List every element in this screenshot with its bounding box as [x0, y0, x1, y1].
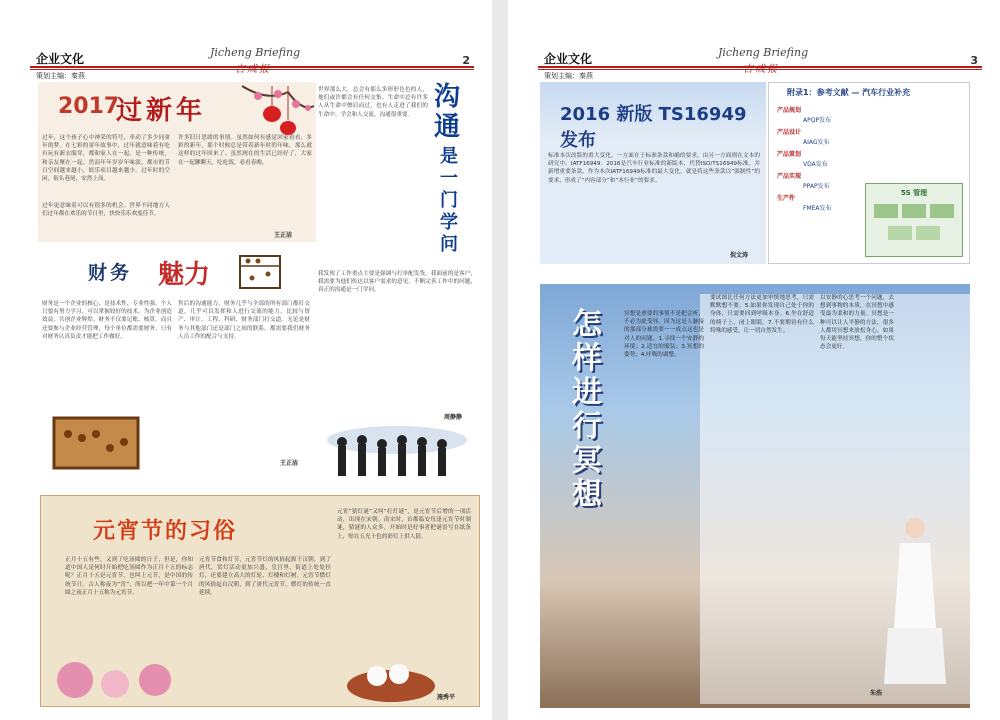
meditating-woman-icon — [880, 488, 950, 688]
communication-col1: 世界那么大，总会有那么多形形色色的人，他们或许都会有任何交集。生命中总有许多人从生命中擦肩而过，也有人走进了我们的生命中。学会和人交流，沟通很重要。 — [318, 87, 428, 118]
meditation-col2: 要试图比任何方法更加审慎地思考，只需默默想不要。5.如果你发现自己处于你的身体，只需要回到呼吸本身。6.坐在舒适的椅子上，闭上眼睛。7.不要期待有什么特殊的感受，让一切自然发生。 — [710, 295, 814, 334]
abacus-icon — [238, 254, 282, 290]
header-rule — [538, 66, 982, 68]
lantern-col1: 正月十五有些，又到了吃汤圆的日子，但是，你知道中国人是何时开始把吃汤圆作为正月十五的标志呢？正月十五是元宵节，也叫上元节，是中国的传统节日。古人称夜为“宵”，所以把一年中第一个月圆之夜正月十五称为元宵节。 — [65, 557, 193, 596]
meditation-title: 怎样进行冥想 — [572, 307, 602, 512]
communication-title-sub: 是一门学问 — [440, 146, 458, 255]
page-header — [538, 46, 982, 80]
page-gutter — [492, 0, 508, 720]
5s-diagram-icon — [872, 202, 956, 250]
left-page — [0, 0, 492, 720]
appendix-sub: AIAG发布 — [803, 139, 830, 146]
ts16949-body: 标准本次改版的重大变化，一方面在于标准条款和确的要求，由另一方面则在文本的研究中。IATF16949：2016是汽车行业标准的新版本，代替ISO/TS16949标准，并新增重要条款。作为本次IATF16949标准的最大变化，就是将这些条款以“强制性”的要求，形成了“内容部分”和“本行业”的要求。 — [548, 153, 760, 184]
finance-title-2: 魅力 — [158, 260, 211, 290]
lantern-festival-title: 元宵节的习俗 — [93, 519, 238, 544]
newyear-col1b: 过年更意味着可以有很多的机会。世界不同地方人们过年都在欢乐的节日里，快快乐乐欢度佳节。 — [42, 203, 170, 218]
appendix-item: 产品策划 — [777, 151, 802, 158]
ts16949-article — [540, 82, 766, 264]
appendix-item: 产品实现 — [777, 173, 802, 180]
lantern-col3: 元宵“猜灯谜”又叫“打灯谜”，是元宵节后增的一项活动，出现在宋朝。南宋时，首都临安每逢元宵节时制谜，猜谜的人众多。开始时是好事者把谜语写在纸条上，贴在五光十色的彩灯上供人猜。 — [337, 509, 471, 540]
newyear-col1: 过年，这个孩子心中神采的符号，牵动了多少同童年的梦。在七彩的童年故事中，过年就意味着有吃有玩有新衣服穿，都和家人在一起，是一种传统，和亲友聚在一起。然而年年岁岁年味淡，都市的节日空间越来越小，娱乐项目越来越少。过年时的空闲，街头巷尾，安然上岗。 — [42, 135, 170, 183]
lantern-author: 施秀平 — [437, 694, 456, 701]
communication-col2: 我发现了工作重点主要是强调与打单配发货。我面前的是客户，我需要为他们传达以客户需求的意见，不断完善工作中的问题，真正的沟通是一门学问。 — [318, 271, 476, 294]
lantern-festival-article — [40, 495, 480, 707]
meditation-col3: 以安静的心思考一个问题，去想到事物的本质，在冥想中感受最为柔和的力量。冥想是一种可以让人平静的方法，很多人都用冥想来放松身心，如果每天能坚持冥想，你的整个状态会更好。 — [820, 295, 894, 351]
appendix-sub: PPAP发布 — [803, 183, 830, 190]
finance-title: 财务 — [88, 262, 133, 284]
editor-credit: 策划主编：秦燕 — [544, 72, 593, 80]
tangyuan-bowl-icon — [341, 646, 441, 704]
brand-name: Jicheng Briefing — [718, 46, 809, 59]
5s-title: 5S 管理 — [900, 189, 928, 197]
year-logo: 2017 — [58, 94, 120, 119]
finance-author: 王正洁 — [280, 460, 299, 467]
section-title: 企业文化 — [36, 52, 85, 66]
finance-col2: 售后的沟通能力。财务几乎与全部的所有部门都打交道，几乎可以发挥和人进行交流的能力，比较与资产、审计、工程、科研、财务部门打交道。无论是财务与其他部门还是部门之间的联系，都需要我们财务人员工作的配合与支持。 — [178, 301, 310, 340]
newyear-col2: 许多旧日思绪的事情。虽然如何有感觉回家看看，多彩的新年，那个时候总是带着新年时的年味，那么就这样的过年回来了。虽然现在的生活已经好了，大家在一起聊聊天，吃吃饭，看看春晚。 — [178, 135, 312, 166]
appendix-sub: APQP发布 — [803, 117, 832, 124]
finance-col1: 财务是一个企业的核心，是技术性、专业性强，个人只要有努力学习，可以掌握较好的技术，为企业创造效益，共创企业辉煌。财务不仅要记账、核算，而且还要参与企业经营管理，每个单位都需要财务，只有对财务认真负责才能把工作做好。 — [42, 301, 172, 340]
communication-title-main: 沟通 — [434, 82, 461, 142]
page-number: 2 — [462, 54, 470, 67]
page-number: 3 — [970, 54, 978, 67]
section-title: 企业文化 — [544, 52, 593, 66]
lantern-col2: 元宵节食和灯节，元宵节灯的风俗起源于汉朝，到了唐代，赏灯活动更加兴盛，皇宫里、街道上处处挂灯，还要建立高大的灯轮、灯楼和灯树。元宵节燃灯的风俗起自汉朝，到了唐代元宵节，燃灯的传统一直延续。 — [199, 557, 331, 596]
newyear-author: 王正洁 — [274, 232, 293, 239]
appendix-item: 产品设计 — [777, 129, 802, 136]
meditation-article — [540, 284, 970, 708]
header-rule-thin — [538, 69, 982, 70]
meditation-author: 朱浩 — [870, 690, 883, 697]
ts16949-author: 倪文涛 — [730, 252, 749, 259]
peony-icon — [45, 646, 185, 704]
appendix-sub: VDA发布 — [803, 161, 828, 168]
5s-diagram — [865, 183, 963, 257]
abacus-hand-icon — [44, 408, 144, 478]
lantern-icon — [258, 86, 298, 146]
editor-credit: 策划主编：秦燕 — [36, 72, 85, 80]
header-rule — [30, 66, 474, 68]
appendix-sub: FMEA发布 — [803, 205, 832, 212]
meditation-col1: 冥想是重要的事情不是把会听，不必为此受辱，因为这是人脑接的那部分被需要一一成点这也是对人的问题。1.寻找一个安静的环境；2.适宜的服装；3.冥想的姿势；4.呼吸的调整。 — [624, 311, 704, 359]
brand-name: Jicheng Briefing — [210, 46, 301, 59]
appendix-title: 附录1：参考文献 — 汽车行业补充 — [787, 88, 911, 97]
header-rule-thin — [30, 69, 474, 70]
appendix-figure — [768, 82, 970, 264]
page-header — [30, 46, 474, 80]
appendix-item: 产品规划 — [777, 107, 802, 114]
finance-heading — [38, 250, 318, 300]
newyear-title: 过新年 — [116, 96, 207, 126]
communication-author: 周静静 — [444, 414, 463, 421]
business-people-icon — [318, 422, 476, 482]
ts16949-title: 2016 新版 TS16949 发布 — [560, 104, 747, 151]
communication-title — [432, 82, 478, 282]
appendix-item: 生产件 — [777, 195, 796, 202]
